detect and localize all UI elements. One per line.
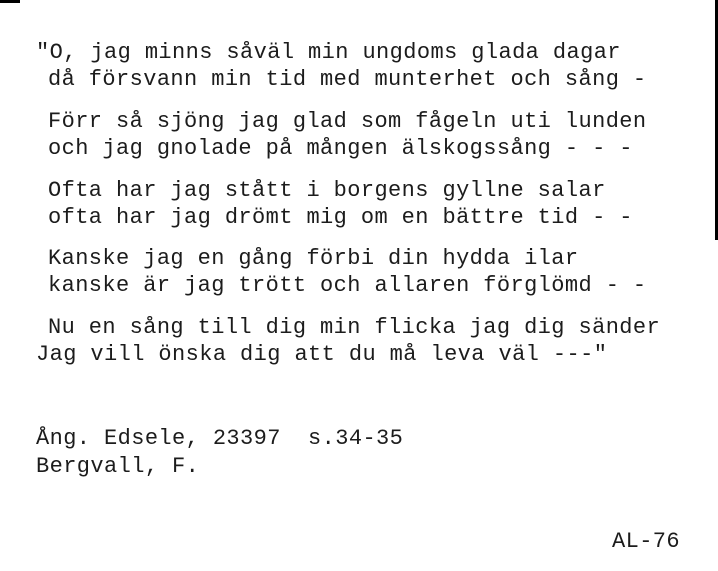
- stanza-4-line-2: kanske är jag trött och allaren förglömd - -: [48, 273, 647, 298]
- stanza-5-line-2: Jag vill önska dig att du må leva väl ---": [36, 342, 608, 367]
- stanza-3-line-2: ofta har jag drömt mig om en bättre tid - -: [48, 205, 633, 230]
- card-code: AL-76: [612, 529, 681, 554]
- source-line-1: Ång. Edsele, 23397 s.34-35: [36, 426, 404, 451]
- stanza-2-line-2: och jag gnolade på mången älskogssång - - -: [48, 136, 633, 161]
- stanza-2-line-1: Förr så sjöng jag glad som fågeln uti lunden: [48, 109, 647, 134]
- stanza-3-line-1: Ofta har jag stått i borgens gyllne salar: [48, 178, 606, 203]
- stanza-1-line-1: "O, jag minns såväl min ungdoms glada dagar: [36, 40, 621, 65]
- source-line-2: Bergvall, F.: [36, 454, 200, 479]
- card-edge-top: [0, 0, 20, 3]
- stanza-4-line-1: Kanske jag en gång förbi din hydda ilar: [48, 246, 579, 271]
- stanza-5-line-1: Nu en sång till dig min flicka jag dig sänder: [48, 315, 661, 340]
- stanza-1-line-2: då försvann min tid med munterhet och sång -: [48, 67, 647, 92]
